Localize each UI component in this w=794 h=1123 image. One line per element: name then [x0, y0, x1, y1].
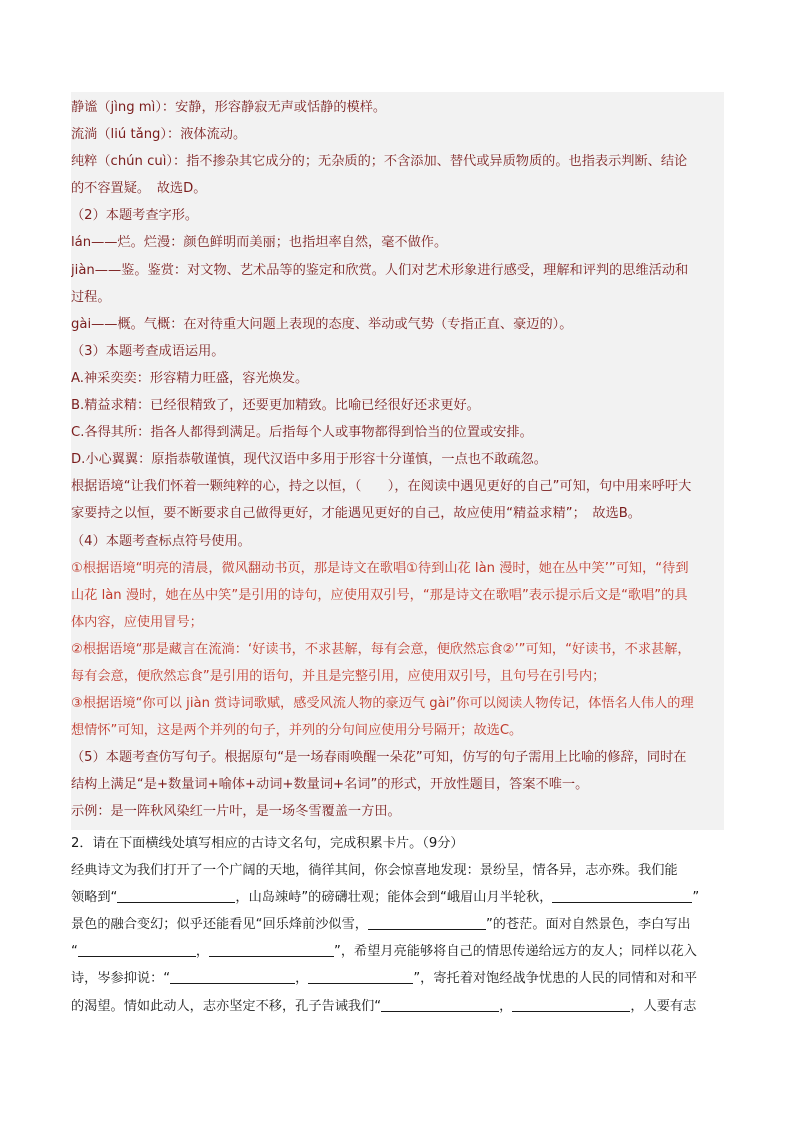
question-text: ，山岛竦峙”的磅礴壮观；能体会到“峨眉山月半轮秋， — [235, 890, 553, 906]
answer-line: 结构上满足“是+数量词+喻体+动词+数量词+名词”的形式，开放性题目，答案不唯一。 — [71, 777, 589, 793]
answer-line: jiàn——鉴。鉴赏：对文物、艺术品等的鉴定和欣赏。人们对艺术形象进行感受，理解和评判的思维活动和 — [71, 262, 689, 278]
fill-blank[interactable] — [78, 942, 196, 957]
question-text: ”的苍茫。面对自然景色，李白写出 — [485, 917, 691, 933]
question-text: ”，希望月亮能够将自己的情思传递给远方的友人；同样以花入 — [334, 944, 697, 960]
question-text: ” — [692, 890, 700, 906]
question-text: “ — [71, 944, 78, 960]
question-title: 2．请在下面横线处填写相应的古诗文名句，完成积累卡片。（9分） — [71, 836, 464, 851]
answer-line: ③根据语境“你可以 jiàn 赏诗词歌赋，感受风流人物的豪迈气 gài”你可以阅读人物传记，体悟名人伟人的理 — [71, 696, 694, 712]
question-text: ， — [195, 944, 210, 960]
fill-blank[interactable] — [170, 969, 295, 984]
answer-line: 根据语境“让我们怀着一颗纯粹的心，持之以恒，（ ），在阅读中遇见更好的自己”可知，句中用来呼吁大 — [71, 479, 692, 495]
answer-line: （5）本题考查仿写句子。根据原句“是一场春雨唤醒一朵花”可知，仿写的句子需用上比喻的修辞，同时在 — [71, 750, 687, 766]
answer-line: gài——概。气概：在对待重大问题上表现的态度、举动或气势（专指正直、豪迈的）。 — [71, 316, 573, 332]
answer-line: 流淌（liú tǎng）：液体流动。 — [71, 127, 247, 143]
question-text-line — [71, 938, 724, 965]
answer-line: 体内容，应使用冒号； — [71, 614, 203, 630]
answer-line: ②根据语境“那是藏言在流淌：‘好读书，不求甚解，每有会意，便欣然忘食②’”可知，“好读书，不求甚解， — [71, 641, 691, 657]
fill-blank[interactable] — [117, 888, 235, 903]
answer-line: B.精益求精：已经很精致了，还要更加精致。比喻已经很好还求更好。 — [71, 398, 480, 414]
answer-line: 静谧（jìng mì）：安静，形容静寂无声或恬静的模样。 — [71, 100, 387, 115]
answer-line: ①根据语境“明亮的清晨，微风翻动书页，那是诗文在歌唱①待到山花 làn 漫时，她在丛中笑’”可知，“待到 — [71, 560, 689, 576]
answer-line: 过程。 — [71, 289, 111, 305]
question-2 — [71, 830, 724, 1020]
answer-line: 家要持之以恒，要不断要求自己做得更好，才能遇见更好的自己，故应使用“精益求精”； 故选B。 — [71, 506, 641, 522]
question-text: ”，寄托着对饱经战争忧患的人民的同情和对和平 — [413, 971, 698, 987]
question-text-line — [71, 911, 724, 938]
answer-line: 纯粹（chún cuì）：指不掺杂其它成分的；无杂质的；不含添加、替代或异质物质的。也指表示判断、结论 — [71, 154, 688, 170]
question-text: ，人要有志 — [630, 998, 697, 1014]
answer-line: 每有会意，便欣然忘食”是引用的语句，并且是完整引用，应使用双引号，且句号在引号内； — [71, 668, 606, 684]
question-text: 诗，岑参抑说：“ — [71, 971, 171, 987]
answer-line: （3）本题考查成语运用。 — [71, 343, 225, 359]
answer-explanation-block — [71, 92, 724, 830]
answer-line: 的不容置疑。 故选D。 — [71, 181, 207, 197]
answer-line: D.小心翼翼：原指恭敬谨慎，现代汉语中多用于形容十分谨慎，一点也不敢疏忽。 — [71, 452, 547, 468]
answer-line: （2）本题考查字形。 — [71, 208, 199, 224]
question-text: 景色的融合变幻；似乎还能看见“回乐烽前沙似雪， — [71, 917, 368, 933]
answer-line: （4）本题考查标点符号使用。 — [71, 533, 251, 549]
answer-line: 想情怀”可知，这是两个并列的句子，并列的分句间应使用分号隔开；故选C。 — [71, 723, 523, 739]
question-text: 领略到“ — [71, 890, 118, 906]
fill-blank[interactable] — [368, 915, 486, 930]
question-text: 的渴望。情如此动人，志亦坚定不移，孔子告诫我们“ — [71, 998, 382, 1014]
question-text-line — [71, 965, 724, 992]
fill-blank[interactable] — [512, 997, 630, 1012]
question-text-line — [71, 993, 724, 1020]
fill-blank[interactable] — [381, 997, 499, 1012]
question-text: ， — [499, 998, 513, 1014]
question-text-line: 经典诗文为我们打开了一个广阔的天地，徜徉其间，你会惊喜地发现：景纷呈，情各异，志亦殊。我们能 — [71, 863, 678, 879]
answer-line: A.神采奕奕：形容精力旺盛，容光焕发。 — [71, 370, 309, 386]
fill-blank[interactable] — [308, 969, 413, 984]
question-text-line — [71, 884, 724, 911]
question-text: ， — [295, 971, 309, 987]
answer-line: 山花 làn 漫时，她在丛中笑”是引用的诗句，应使用双引号，“那是诗文在歌唱”表示提示后文是“歌唱”的具 — [71, 587, 688, 603]
answer-line: lán——烂。烂漫：颜色鲜明而美丽；也指坦率自然，毫不做作。 — [71, 235, 448, 251]
fill-blank[interactable] — [552, 888, 692, 903]
fill-blank[interactable] — [209, 942, 334, 957]
answer-line: C.各得其所：指各人都得到满足。后指每个人或事物都得到恰当的位置或安排。 — [71, 425, 533, 441]
answer-line: 示例：是一阵秋风染红一片叶，是一场冬雪覆盖一方田。 — [71, 804, 401, 820]
